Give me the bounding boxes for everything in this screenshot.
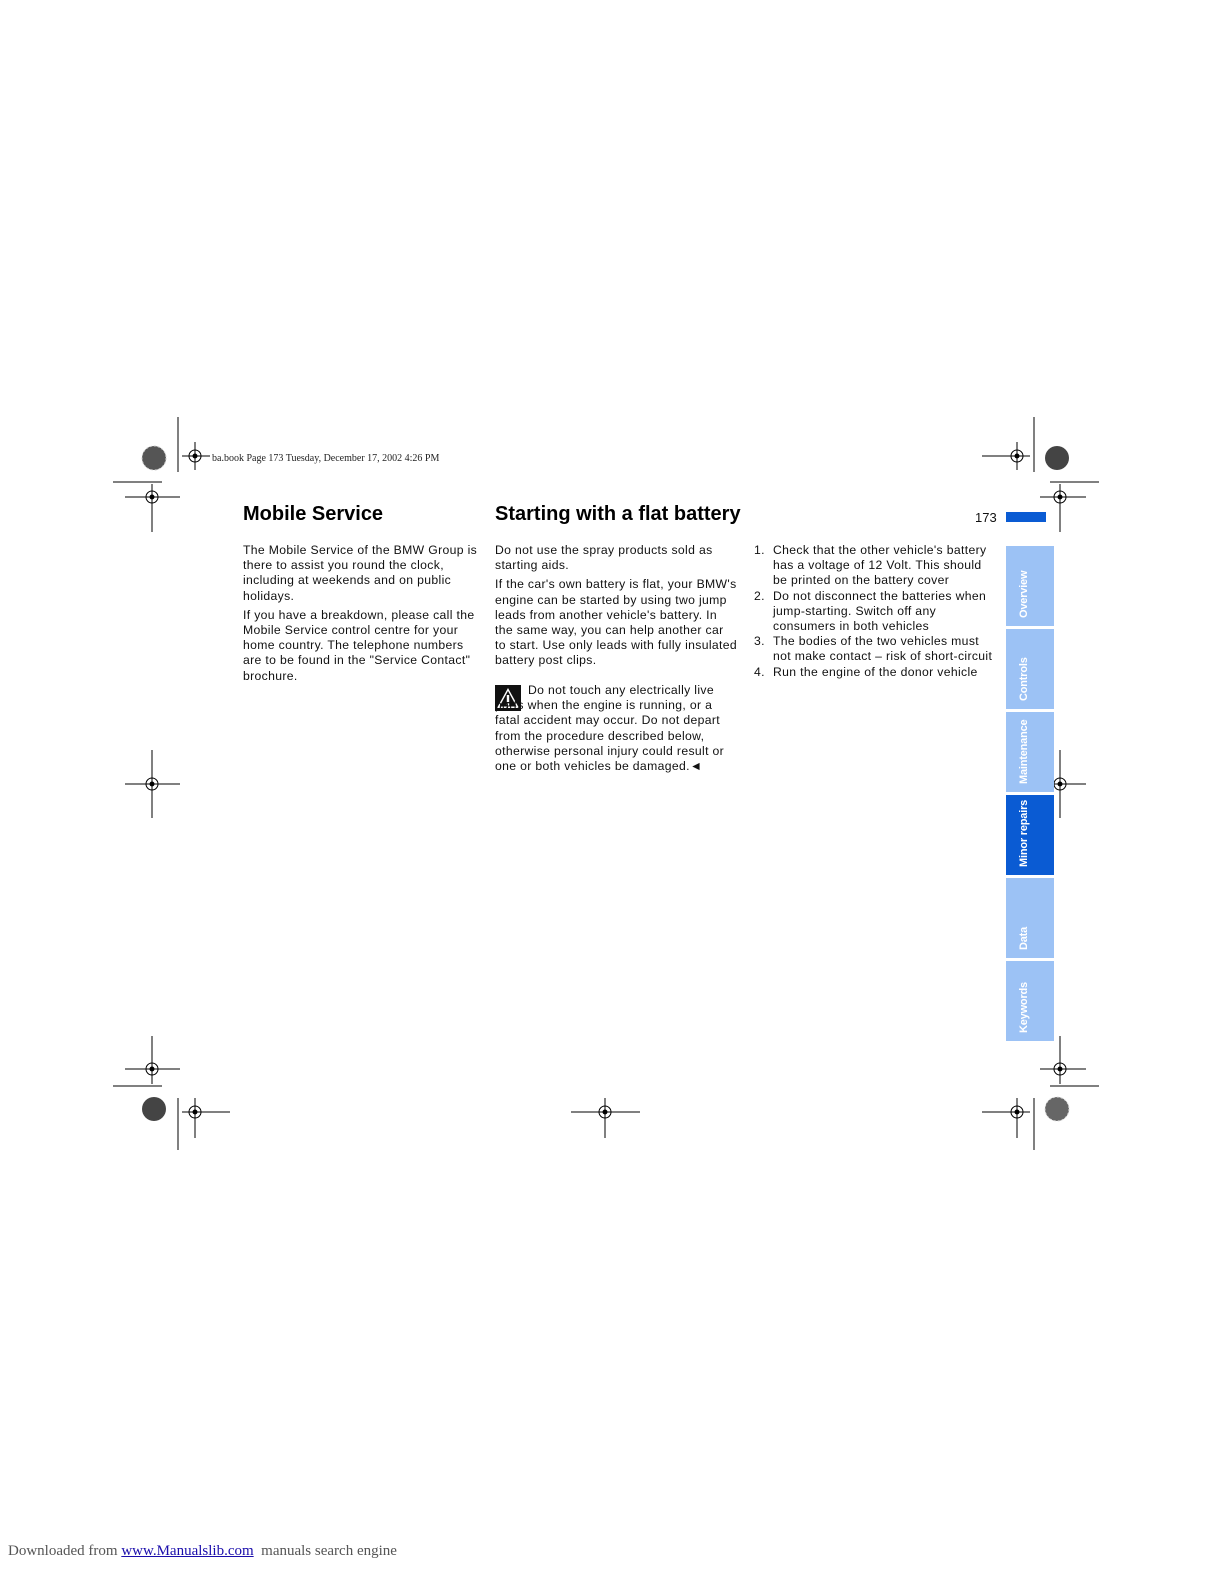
paragraph: If you have a breakdown, please call the Mobile Service control centre for your home country. The telephone numbers are to be found in the "Service Contact" brochure. bbox=[243, 607, 475, 683]
chapter-tabs bbox=[1006, 546, 1054, 1044]
paragraph: If the car's own battery is flat, your BMW's engine can be started by using two jump leads from another vehicle's battery. In the same way, you can help another car to start. Use only leads with fully insulated battery post clips. bbox=[495, 577, 738, 668]
tab-label: Data bbox=[1018, 926, 1030, 950]
list-item bbox=[754, 589, 994, 635]
step-number: 1. bbox=[754, 543, 765, 557]
steps-list bbox=[754, 543, 994, 680]
flat-battery-section bbox=[495, 503, 755, 526]
list-item bbox=[754, 634, 994, 664]
list-item bbox=[754, 543, 994, 589]
tab-label: Controls bbox=[1018, 657, 1030, 701]
paragraph: The Mobile Service of the BMW Group is there to assist you round the clock, including at weekends and on public holidays. bbox=[243, 543, 478, 603]
print-slug: ba.book Page 173 Tuesday, December 17, 2002 4:26 PM bbox=[212, 453, 440, 464]
step-number: 3. bbox=[754, 634, 765, 649]
tab-minor-repairs[interactable] bbox=[1006, 795, 1054, 875]
page-number-bar bbox=[1006, 512, 1046, 522]
download-footer bbox=[8, 1543, 397, 1560]
jump-start-steps bbox=[754, 543, 994, 680]
tab-label: Maintenance bbox=[1018, 719, 1030, 784]
step-text: Run the engine of the donor vehicle bbox=[773, 664, 978, 679]
step-number: 4. bbox=[754, 664, 765, 679]
tab-keywords[interactable] bbox=[1006, 961, 1054, 1041]
page-number: 173 bbox=[975, 510, 997, 525]
step-number: 2. bbox=[754, 588, 765, 603]
warning-text: Do not touch any electrically live parts when the engine is running, or a fatal accident may occur. Do not depart from the procedure described below, otherwise personal injury could result or one or both vehicles be damaged.◄ bbox=[495, 683, 725, 774]
tab-label: Minor repairs bbox=[1018, 799, 1030, 867]
tab-label: Overview bbox=[1018, 570, 1030, 618]
tab-controls[interactable] bbox=[1006, 629, 1054, 709]
paragraph: Do not use the spray products sold as starting aids. bbox=[495, 543, 713, 573]
step-text: Check that the other vehicle's battery has a voltage of 12 Volt. This should be printed on the battery cover bbox=[773, 543, 987, 588]
section-heading: Mobile Service bbox=[243, 503, 384, 525]
tab-data[interactable] bbox=[1006, 878, 1054, 958]
footer-prefix: Downloaded from bbox=[8, 1543, 122, 1559]
list-item bbox=[754, 665, 994, 680]
mobile-service-section bbox=[243, 503, 485, 526]
tab-label: Keywords bbox=[1018, 982, 1030, 1033]
flat-battery-body bbox=[495, 543, 738, 673]
tab-maintenance[interactable] bbox=[1006, 712, 1054, 792]
tab-overview[interactable] bbox=[1006, 546, 1054, 626]
step-text: Do not disconnect the batteries when jump-starting. Switch off any consumers in both vehicles bbox=[773, 588, 987, 634]
mobile-service-body bbox=[243, 543, 485, 688]
section-heading: Starting with a flat battery bbox=[495, 503, 741, 525]
footer-suffix: manuals search engine bbox=[253, 1543, 397, 1559]
step-text: The bodies of the two vehicles must not make contact – risk of short-circuit bbox=[773, 634, 993, 664]
manualslib-link[interactable]: www.Manualslib.com bbox=[121, 1543, 254, 1559]
